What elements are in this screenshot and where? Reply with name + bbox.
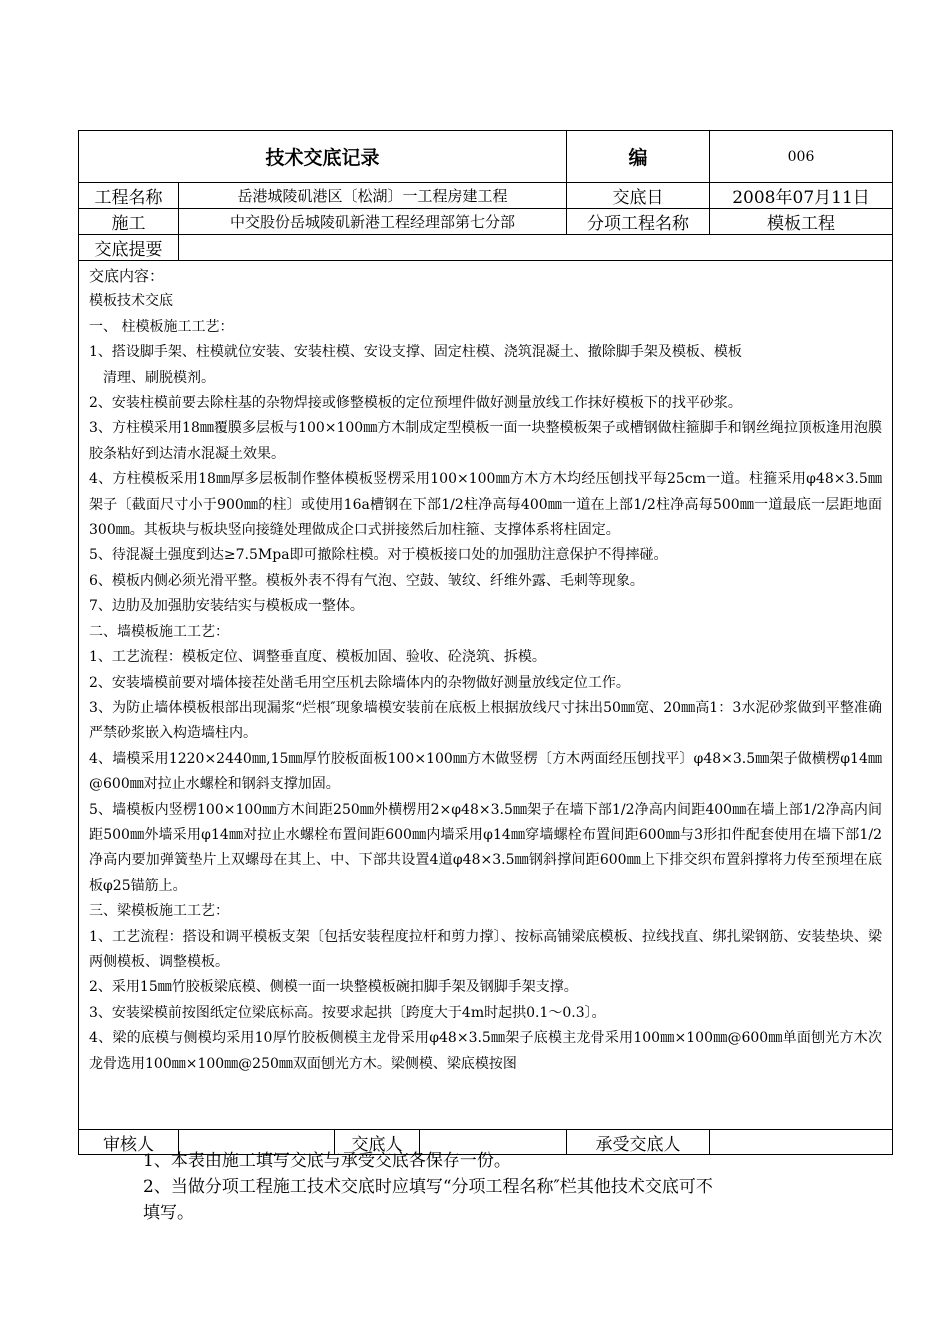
- summary-row: [79, 235, 892, 261]
- content-line: 3、方柱模采用18㎜覆膜多层板与100×100㎜方木制成定型模板一面一块整模板架子或槽钢做柱箍脚手和钢丝绳拉顶板逢用泡膜胶条粘好到达清水混凝土效果。: [89, 420, 882, 462]
- content-line: 4、梁的底模与侧模均采用10厚竹胶板侧模主龙骨采用φ48×3.5㎜架子底模主龙骨采用100㎜×100㎜@600㎜单面刨光方木次龙骨选用100㎜×100㎜@250㎜双面刨光方木。梁侧模、梁底模按图: [89, 1030, 882, 1072]
- sub-project-value: 模板工程: [767, 214, 835, 234]
- content-line: 模板技术交底: [89, 293, 173, 310]
- content-line: 二、墙模板施工工艺：: [89, 623, 229, 640]
- content-line: 4、方柱模板采用18㎜厚多层板制作整体模板竖楞采用100×100㎜方木方木均经压刨找平每25cm一道。柱箍采用φ48×3.5㎜架子〔截面尺寸小于900㎜的柱〕或使用16a槽钢在下部1/2柱净高每400㎜一道在上部1/2柱净高每500㎜一道最底一层距地面300㎜。其板块与板块竖向接缝处理做成企口式拼接然后加柱箍、支撑体系将柱固定。: [89, 471, 882, 539]
- form-title: 技术交底记录: [79, 131, 567, 182]
- content-line: 交底内容：: [89, 267, 165, 285]
- content-line: 6、模板内侧必须光滑平整。模板外表不得有气泡、空鼓、皱纹、纤维外露、毛刺等现象。: [89, 572, 644, 589]
- content-line: 1、工艺流程：模板定位、调整垂直度、模板加固、验收、砼浇筑、拆模。: [89, 649, 546, 666]
- footnote-line: 填写。: [143, 1203, 194, 1223]
- disclosure-content: [79, 261, 892, 1129]
- content-line: 7、边肋及加强肋安装结实与模板成一整体。: [89, 598, 364, 615]
- sub-project-label: 分项工程名称: [567, 209, 710, 234]
- project-name-label: 工程名称: [79, 183, 179, 208]
- content-line: 2、安装墙模前要对墙体接茬处凿毛用空压机去除墙体内的杂物做好测量放线定位工作。: [89, 674, 630, 691]
- content-line: 1、搭设脚手架、柱模就位安装、安装柱模、安设支撑、固定柱模、浇筑混凝土、撤除脚手架及模板、模板: [89, 344, 742, 361]
- content-line: 4、墙模采用1220×2440㎜,15㎜厚竹胶板面板100×100㎜方木做竖楞〔方木两面经压刨找平〕φ48×3.5㎜架子做横楞φ14㎜@600㎜对拉止水螺栓和钢斜支撑加固。: [89, 750, 882, 793]
- content-line: 3、安装梁模前按图纸定位梁底标高。按要求起拱〔跨度大于4m时起拱0.1～0.3〕。: [89, 1004, 606, 1021]
- content-line: 清理、刷脱模剂。: [103, 369, 215, 386]
- content-line: 三、梁模板施工工艺：: [89, 903, 229, 920]
- content-line: 1、工艺流程：搭设和调平模板支架〔包括安装程度拉杆和剪力撑〕、按标高铺梁底模板、拉线找直、绑扎梁钢筋、安装垫块、梁两侧模板、调整模板。: [89, 928, 882, 970]
- footnote-line: 2、当做分项工程施工技术交底时应填写“分项工程名称″栏其他技术交底可不: [143, 1177, 713, 1197]
- content-line: 2、安装柱模前要去除柱基的杂物焊接或修整模板的定位预埋件做好测量放线工作抹好模板下的找平砂浆。: [89, 395, 742, 412]
- content-line: 3、为防止墙体模板根部出现漏浆“烂根″现象墙模安装前在底板上根据放线尺寸抹出50㎜宽、20㎜高1：3水泥砂浆做到平整准确严禁砂浆嵌入构造墙柱内。: [89, 699, 882, 742]
- reviewer-label: 审核人: [79, 1130, 179, 1154]
- construction-label: 施工: [79, 209, 179, 234]
- project-name-value: 岳港城陵矶港区〔松湖〕一工程房建工程: [179, 183, 567, 208]
- summary-label: 交底提要: [79, 235, 179, 260]
- summary-value: [179, 235, 892, 260]
- number-label: 编: [567, 131, 710, 182]
- project-row: [79, 183, 892, 209]
- title-row: [79, 131, 892, 183]
- footnotes: [143, 1148, 823, 1226]
- date-value: 2008年07月11日: [732, 188, 870, 208]
- form-number: 006: [787, 148, 815, 165]
- construction-row: [79, 209, 892, 235]
- date-label: 交底日: [567, 183, 710, 208]
- content-line: 5、待混凝土强度到达≥7.5Mpa即可撤除柱模。对于模板接口处的加强肋注意保护不得摔碰。: [89, 547, 668, 564]
- content-line: 5、墙模板内竖楞100×100㎜方木间距250㎜外横楞用2×φ48×3.5㎜架子在墙下部1/2净高内间距400㎜在墙上部1/2净高内间距500㎜外墙采用φ14㎜对拉止水螺栓布置间距600㎜内墙采用φ14㎜穿墙螺栓布置间距600㎜与3形扣件配套使用在墙下部1/2净高内要加弹簧垫片上双螺母在其上、中、下部共设置4道φ48×3.5㎜钢斜撑间距600㎜上下排交织布置斜撑将力传至预埋在底板φ25锚筋上。: [89, 801, 882, 894]
- disclosure-form: [78, 130, 893, 1155]
- discloser-label: 交底人: [335, 1130, 420, 1154]
- content-row: [79, 261, 892, 1130]
- receiver-label: 承受交底人: [567, 1130, 710, 1154]
- content-line: 2、采用15㎜竹胶板梁底模、侧模一面一块整模板碗扣脚手架及钢脚手架支撑。: [89, 979, 578, 996]
- content-line: 一、 柱模板施工工艺：: [89, 318, 234, 335]
- footnote-line: 1、本表由施工填写交底与承受交底各保存一份。: [143, 1151, 511, 1171]
- construction-value: 中交股份岳城陵矶新港工程经理部第七分部: [179, 209, 567, 234]
